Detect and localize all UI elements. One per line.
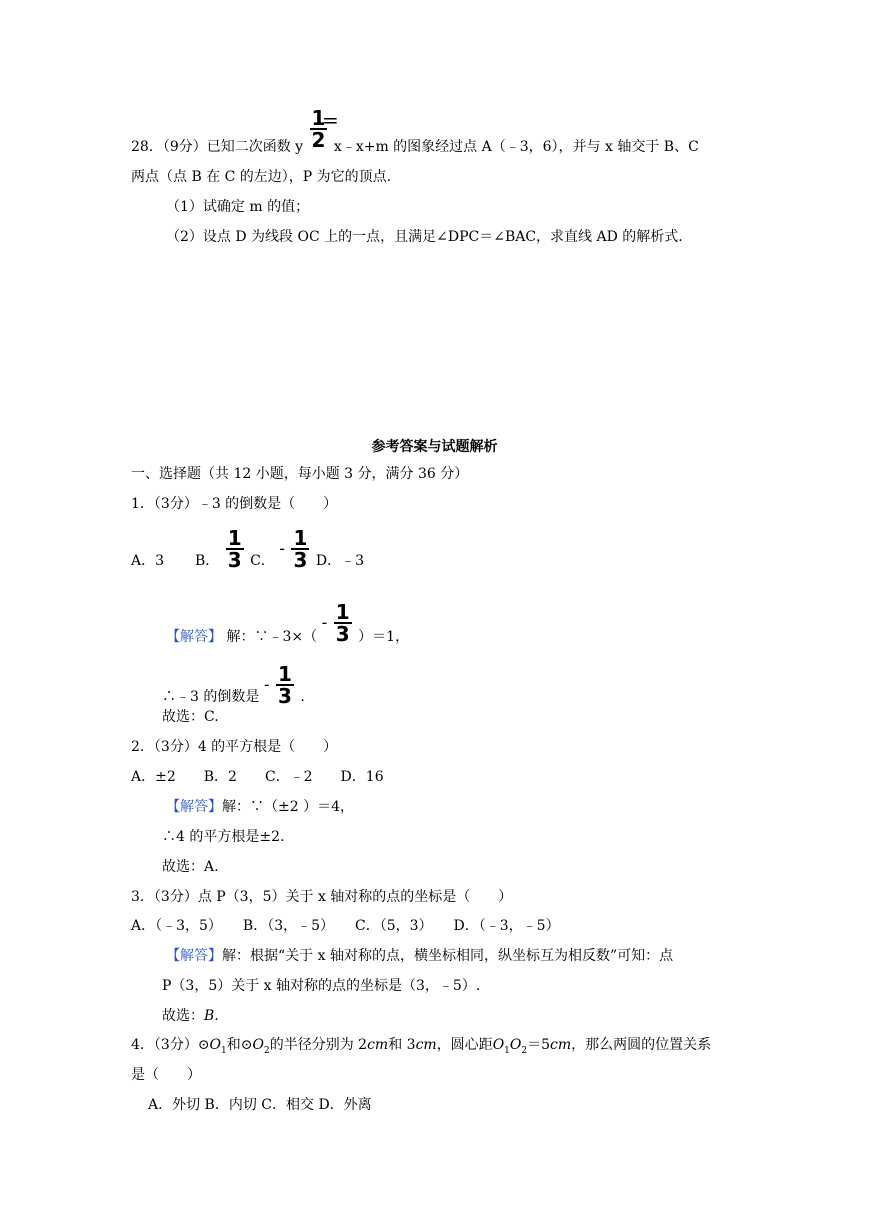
- q28-prefix: 28．（9分）已知二次函数 y: [131, 139, 304, 155]
- q1-frac-b: [226, 528, 244, 570]
- q28-sub2: （2）设点 D 为线段 OC 上的一点，且满足∠DPC＝∠BAC，求直线 AD 的解析式.: [166, 229, 683, 245]
- q4-options: A．外切 B．内切 C．相交 D．外离: [148, 1097, 372, 1113]
- q1-opt-c: C．: [250, 553, 275, 569]
- q28-line1: [131, 106, 699, 168]
- q4-o1o2-sub1: 1: [504, 1045, 510, 1056]
- q1-opt-d: D．﹣3: [315, 553, 364, 569]
- q28-frac-den: 2: [311, 128, 326, 152]
- q1-stem: 1．（3分）﹣3 的倒数是（ ）: [131, 496, 338, 512]
- q28-suffix: x﹣x+m 的图象经过点 A（﹣3，6），并与 x 轴交于 B、C: [333, 139, 699, 155]
- q4-o3: O: [509, 1037, 522, 1053]
- section-heading: 一、选择题（共 12 小题，每小题 3 分，满分 36 分）: [131, 466, 469, 482]
- q1-solve-b: ）＝1，: [358, 629, 410, 645]
- q4-o1o2: O: [492, 1037, 505, 1053]
- q2-stem: 2．（3分）4 的平方根是（ ）: [131, 739, 338, 755]
- q3-stem: 3．（3分）点 P（3，5）关于 x 轴对称的点的坐标是（ ）: [131, 889, 513, 905]
- q1-choice: 故选：C.: [162, 709, 219, 725]
- q4-tail: ，那么两圆的位置关系: [571, 1037, 712, 1053]
- q3-solve1: 解：根据“关于 x 轴对称的点，横坐标相同，纵坐标互为相反数”可知：点: [222, 948, 674, 964]
- q2-solution: [166, 797, 354, 817]
- q1-solve-a: 解：∵﹣3×（: [226, 629, 318, 645]
- q4-eq5: ＝5: [527, 1037, 551, 1053]
- q28-frac-num: 1: [311, 106, 326, 130]
- q1-opt-a: A．3: [131, 553, 165, 569]
- q4-line2: 是（ ）: [131, 1067, 201, 1083]
- q4-cm3: cm: [550, 1037, 572, 1053]
- q3-choice-prefix: 故选：: [162, 1008, 204, 1024]
- q2-options: A．±2 B．2 C．﹣2 D．16: [131, 769, 384, 785]
- q1-opt-b: B．: [194, 553, 220, 569]
- q28-sub1: （1）试确定 m 的值；: [166, 199, 310, 215]
- q1-neg-s: -: [321, 613, 328, 632]
- q4-o1o2-sub2: 2: [521, 1045, 528, 1056]
- q1-options: [131, 526, 364, 582]
- q28-eq: =: [322, 108, 339, 132]
- q1-frac-c-num: 1: [293, 526, 308, 550]
- q4-o1-sub: 1: [221, 1045, 227, 1056]
- q4-cm2: cm: [415, 1037, 437, 1053]
- q4-and3: 和 3: [388, 1037, 416, 1053]
- q1-frac-s-num: 1: [335, 600, 350, 624]
- q2-solve: 解：∵（±2 ）＝4，: [222, 799, 354, 815]
- q3-options: A．（﹣3，5） B．（3，﹣5） C．（5，3） D．（﹣3，﹣5）: [131, 918, 560, 934]
- q4-cm1: cm: [367, 1037, 389, 1053]
- q4-dist: ，圆心距: [436, 1037, 493, 1053]
- q3-solution-2: P（3，5）关于 x 轴对称的点的坐标是（3，﹣5）.: [162, 978, 481, 994]
- q2-conclusion: ∴4 的平方根是±2.: [162, 829, 285, 845]
- q1-frac-c: [291, 528, 309, 570]
- q4-o1: O: [209, 1037, 222, 1053]
- q3-solution-1: [166, 946, 673, 966]
- q3-choice-letter: B.: [204, 1008, 219, 1024]
- q1-conclude-b: .: [300, 689, 305, 705]
- q3-choice: [162, 1006, 219, 1026]
- q1-frac-k-num: 1: [278, 662, 292, 686]
- q1-frac-s-den: 3: [335, 622, 350, 646]
- q1-frac-k-den: 3: [278, 684, 292, 708]
- q1-frac-k: [276, 664, 294, 706]
- q3-solve-tag: 【解答】: [166, 948, 222, 964]
- q4-and: 和⊙: [226, 1037, 253, 1053]
- q4-radius: 的半径分别为 2: [269, 1037, 368, 1053]
- q28-line2: 两点（点 B 在 C 的左边），P 为它的顶点.: [131, 169, 392, 185]
- q1-frac-c-den: 3: [293, 548, 308, 572]
- q2-choice: 故选：A.: [162, 859, 219, 875]
- q2-solve-tag: 【解答】: [166, 799, 222, 815]
- q1-neg-c: -: [279, 539, 286, 558]
- q1-frac-b-num: 1: [227, 526, 242, 550]
- q1-solution: [166, 600, 410, 658]
- q4-stem-a: 4．（3分）⊙: [131, 1037, 210, 1053]
- answer-title: 参考答案与试题解析: [371, 439, 498, 455]
- q1-solve-tag: 【解答】: [166, 629, 222, 645]
- q1-neg-k: -: [263, 675, 270, 694]
- q4-o2-sub: 2: [263, 1045, 270, 1056]
- q1-frac-b-den: 3: [227, 548, 242, 572]
- q1-conclude-a: ∴﹣3 的倒数是: [162, 689, 260, 705]
- q1-frac-s: [334, 602, 352, 644]
- q4-o2: O: [252, 1037, 264, 1053]
- q4-stem: [131, 1035, 711, 1061]
